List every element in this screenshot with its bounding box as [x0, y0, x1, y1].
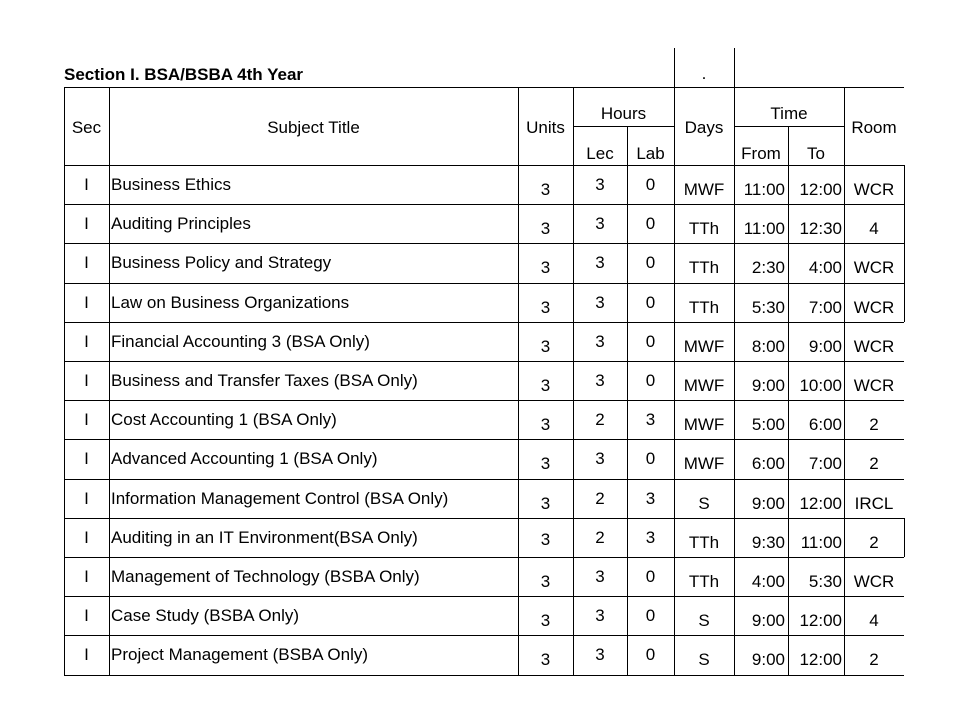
header-subject-title: Subject Title — [267, 118, 360, 137]
cell-lab: 0 — [645, 645, 656, 665]
cell-units: 3 — [540, 529, 551, 549]
cell-lab: 0 — [645, 331, 656, 351]
cell-room: WCR — [853, 297, 895, 317]
cell-subject-title: Cost Accounting 1 (BSA Only) — [111, 410, 337, 430]
cell-units: 3 — [540, 572, 551, 591]
cell-time-from: 9:30 — [751, 532, 785, 552]
cell-lab: 0 — [645, 371, 656, 390]
cell-sec: I — [84, 292, 89, 312]
title-box-right — [734, 48, 735, 87]
cell-lec: 2 — [595, 488, 605, 508]
col-line-lec-lab — [627, 126, 628, 675]
cell-time-from: 9:00 — [751, 611, 785, 631]
cell-time-from: 11:00 — [743, 180, 785, 199]
cell-lec: 3 — [595, 645, 605, 665]
cell-subject-title: Management of Technology (BSBA Only) — [111, 567, 420, 586]
cell-room: 2 — [869, 650, 879, 670]
cell-units: 3 — [540, 258, 551, 278]
cell-subject-title: Business and Transfer Taxes (BSA Only) — [111, 371, 418, 390]
cell-time-to: 12:30 — [799, 219, 842, 239]
cell-days: MWF — [683, 376, 725, 395]
cell-lab: 0 — [645, 567, 656, 586]
cell-units: 3 — [540, 611, 551, 631]
cell-sec: I — [84, 253, 89, 273]
cell-sec: I — [84, 527, 89, 547]
cell-units: 3 — [540, 219, 551, 239]
cell-subject-title: Financial Accounting 3 (BSA Only) — [111, 331, 370, 351]
cell-time-to: 11:00 — [800, 532, 842, 552]
cell-time-to: 12:00 — [799, 650, 842, 670]
cell-room: WCR — [853, 258, 895, 278]
cell-units: 3 — [540, 336, 551, 356]
cell-time-from: 9:00 — [751, 650, 785, 670]
cell-lab: 0 — [645, 292, 656, 312]
header-lec: Lec — [586, 144, 614, 163]
cell-lec: 3 — [595, 606, 605, 626]
cell-lec: 2 — [595, 410, 605, 430]
cell-time-to: 7:00 — [808, 297, 842, 317]
cell-lec: 3 — [595, 292, 605, 312]
cell-time-from: 6:00 — [751, 454, 785, 474]
cell-time-from: 5:30 — [751, 297, 785, 317]
cell-units: 3 — [540, 180, 551, 199]
cell-lab: 3 — [645, 488, 656, 508]
cell-subject-title: Auditing Principles — [111, 214, 251, 234]
header-lab: Lab — [636, 144, 665, 163]
cell-subject-title: Information Management Control (BSA Only) — [111, 488, 449, 508]
cell-sec: I — [84, 371, 89, 390]
grid-line-vertical — [844, 87, 845, 675]
cell-sec: I — [84, 449, 89, 469]
header-sec: Sec — [71, 118, 102, 137]
header-units: Units — [526, 118, 565, 137]
cell-room: WCR — [853, 376, 895, 395]
row-separator — [64, 243, 904, 244]
cell-room: WCR — [853, 572, 895, 591]
cell-time-from: 4:00 — [751, 572, 785, 591]
cell-lab: 0 — [645, 253, 656, 273]
cell-subject-title: Business Policy and Strategy — [111, 253, 332, 273]
cell-days: S — [698, 493, 710, 513]
col-line-left — [64, 87, 65, 675]
header-room: Room — [851, 118, 897, 137]
cell-time-from: 11:00 — [743, 219, 785, 239]
cell-lab: 0 — [645, 606, 656, 626]
cell-lec: 3 — [595, 253, 605, 273]
cell-days: S — [698, 650, 710, 670]
cell-days: TTh — [688, 297, 720, 317]
grid-line-vertical — [734, 87, 735, 675]
grid-line-vertical — [573, 87, 574, 675]
col-line-right-partial — [904, 518, 905, 557]
cell-lab: 0 — [645, 214, 656, 234]
cell-sec: I — [84, 567, 89, 586]
cell-subject-title: Law on Business Organizations — [111, 292, 350, 312]
cell-time-to: 7:00 — [808, 454, 842, 474]
cell-sec: I — [84, 175, 89, 194]
cell-room: 4 — [869, 219, 879, 239]
cell-lab: 0 — [645, 449, 656, 469]
cell-sec: I — [84, 645, 89, 665]
grid-line-vertical — [109, 87, 110, 675]
cell-time-to: 12:00 — [799, 611, 842, 631]
cell-subject-title: Case Study (BSBA Only) — [111, 606, 300, 626]
grid-line-vertical — [518, 87, 519, 675]
cell-time-from: 8:00 — [751, 336, 785, 356]
cell-time-to: 9:00 — [808, 336, 842, 356]
row-separator — [64, 479, 904, 480]
row-separator — [64, 439, 904, 440]
cell-days: TTh — [688, 258, 720, 278]
header-days: Days — [684, 118, 724, 137]
grid-line-vertical — [674, 87, 675, 675]
cell-subject-title: Business Ethics — [111, 175, 231, 194]
cell-time-to: 4:00 — [808, 258, 842, 278]
title-box-left — [674, 48, 675, 87]
cell-room: 2 — [869, 415, 879, 435]
cell-lec: 3 — [595, 567, 605, 586]
cell-lec: 3 — [595, 214, 605, 234]
cell-days: MWF — [683, 180, 725, 199]
cell-units: 3 — [540, 650, 551, 670]
header-to: To — [807, 144, 825, 163]
row-separator — [64, 204, 904, 205]
cell-subject-title: Project Management (BSBA Only) — [111, 645, 369, 665]
cell-days: TTh — [688, 219, 720, 239]
row-separator — [64, 596, 904, 597]
cell-days: TTh — [688, 532, 720, 552]
cell-lec: 2 — [595, 527, 605, 547]
cell-days: MWF — [683, 415, 725, 435]
header-top-line — [64, 87, 904, 88]
cell-units: 3 — [540, 376, 551, 395]
col-line-from-to — [788, 126, 789, 675]
cell-time-from: 9:00 — [751, 493, 785, 513]
row-separator — [64, 557, 904, 558]
cell-sec: I — [84, 214, 89, 234]
cell-days: MWF — [683, 336, 725, 356]
cell-days: TTh — [688, 572, 720, 591]
cell-days: S — [698, 611, 710, 631]
cell-lec: 3 — [595, 331, 605, 351]
cell-room: IRCL — [854, 493, 894, 513]
cell-sec: I — [84, 488, 89, 508]
cell-subject-title: Auditing in an IT Environment(BSA Only) — [111, 527, 418, 547]
header-from: From — [741, 144, 781, 163]
cell-units: 3 — [540, 454, 551, 474]
header-time: Time — [770, 104, 808, 123]
cell-sec: I — [84, 331, 89, 351]
cell-lec: 3 — [595, 175, 605, 194]
col-line-right — [904, 165, 905, 322]
cell-room: WCR — [853, 336, 895, 356]
row-separator — [64, 518, 904, 519]
cell-time-to: 12:00 — [799, 493, 842, 513]
row-separator — [64, 635, 904, 636]
row-separator — [64, 400, 904, 401]
cell-time-to: 5:30 — [808, 572, 842, 591]
cell-room: 4 — [869, 611, 879, 631]
cell-lec: 3 — [595, 371, 605, 390]
cell-lec: 3 — [595, 449, 605, 469]
row-separator — [64, 283, 904, 284]
cell-time-from: 5:00 — [751, 415, 785, 435]
cell-time-to: 6:00 — [808, 415, 842, 435]
row-separator — [64, 675, 904, 676]
header-hours: Hours — [600, 104, 647, 123]
cell-lab: 3 — [645, 527, 656, 547]
cell-units: 3 — [540, 297, 551, 317]
cell-lab: 3 — [645, 410, 656, 430]
cell-subject-title: Advanced Accounting 1 (BSA Only) — [111, 449, 378, 469]
cell-time-to: 10:00 — [799, 376, 842, 395]
cell-room: WCR — [853, 180, 895, 199]
cell-time-from: 9:00 — [751, 376, 785, 395]
cell-time-from: 2:30 — [751, 258, 785, 278]
cell-units: 3 — [540, 415, 551, 435]
cell-room: 2 — [869, 532, 879, 552]
header-bottom-line — [64, 165, 904, 166]
cell-days: MWF — [683, 454, 725, 474]
hours-sub-line — [573, 126, 674, 127]
cell-room: 2 — [869, 454, 879, 474]
row-separator — [64, 322, 904, 323]
time-sub-line — [734, 126, 844, 127]
row-separator — [64, 361, 904, 362]
cell-sec: I — [84, 606, 89, 626]
cell-time-to: 12:00 — [799, 180, 842, 199]
cell-lab: 0 — [645, 175, 656, 194]
cell-sec: I — [84, 410, 89, 430]
cell-units: 3 — [540, 493, 551, 513]
section-dot: . — [701, 64, 707, 83]
section-title: Section I. BSA/BSBA 4th Year — [64, 65, 304, 84]
